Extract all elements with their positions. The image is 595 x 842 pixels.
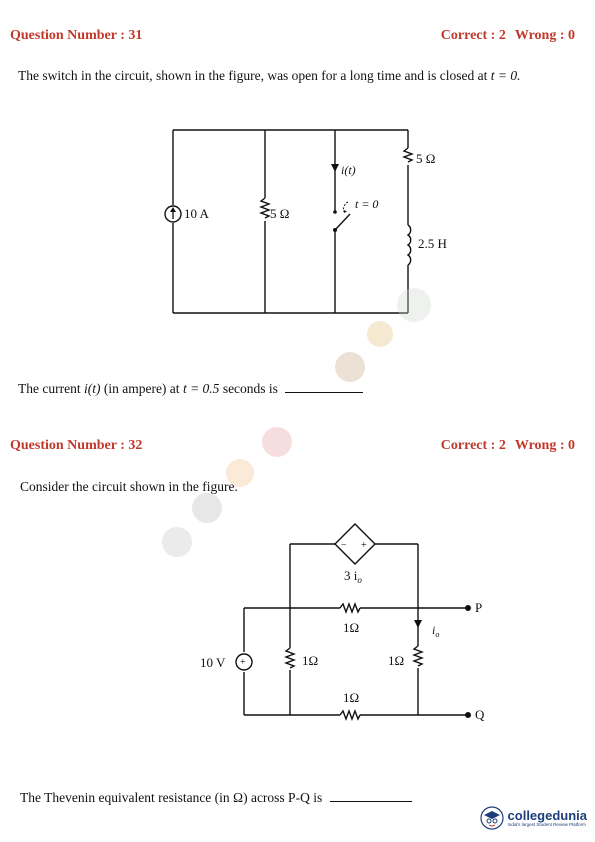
dep-plus: + [361,540,367,551]
q-text-3: seconds is [222,381,278,396]
question-number: Question Number : 31 [10,28,143,43]
watermark-emblem [335,352,365,382]
current-label: i(t) [341,163,356,177]
q-text-2: (in ampere) at [103,381,180,396]
node-q-label: Q [475,707,485,722]
stem-math: t = 0. [490,68,521,83]
circuit-31 [0,0,595,420]
top-resistor-label: 5 Ω [416,151,436,166]
source-label: 10 A [184,206,209,221]
question-31-text [18,381,363,397]
watermark-emblem [367,321,393,347]
brand-tagline: India's largest Student Review Platform [507,822,586,827]
q-math-2: t = 0.5 [182,381,220,396]
question-32-header [10,438,575,454]
r-mid-left-label: 1Ω [302,653,319,668]
r-bottom-label: 1Ω [343,690,360,705]
question-number: Question Number : 32 [10,438,143,453]
brand-text [508,809,587,827]
wrong-count: Wrong : 0 [514,28,575,43]
brand-mascot-icon [480,806,504,830]
stem-text: The switch in the circuit, shown in the figure, was open for a long time and is closed at [18,68,488,83]
v-source-plus: + [240,657,246,668]
r-mid-right-label: 1Ω [388,653,405,668]
q-math-1: i(t) [83,381,101,396]
q-text: The Thevenin equivalent resistance (in Ω) across P-Q is [20,790,323,805]
collegedunia-logo [480,806,587,830]
switch-label: t = 0 [355,197,379,211]
left-resistor-label: 5 Ω [270,206,290,221]
node-p-label: P [475,600,483,615]
brand-name: collegedunia [507,808,587,823]
question-32-stem: Consider the circuit shown in the figure. [20,479,238,494]
r-top-label: 1Ω [343,620,360,635]
wrong-count: Wrong : 0 [514,438,575,453]
q-text-1: The current [18,381,81,396]
correct-count: Correct : 2 [440,28,506,43]
watermark-emblem [397,288,431,322]
circuit-32 [0,510,595,740]
correct-count: Correct : 2 [440,438,506,453]
question-32-text [20,790,412,806]
score [439,438,575,454]
v-source-label: 10 V [200,655,226,670]
current-label: $i_o$ [432,623,440,639]
answer-blank [285,391,363,393]
inductor-label: 2.5 H [418,236,447,251]
dep-minus: − [341,540,347,551]
dep-source-label: 3 $i_o$ [344,568,362,585]
answer-blank [330,800,412,802]
